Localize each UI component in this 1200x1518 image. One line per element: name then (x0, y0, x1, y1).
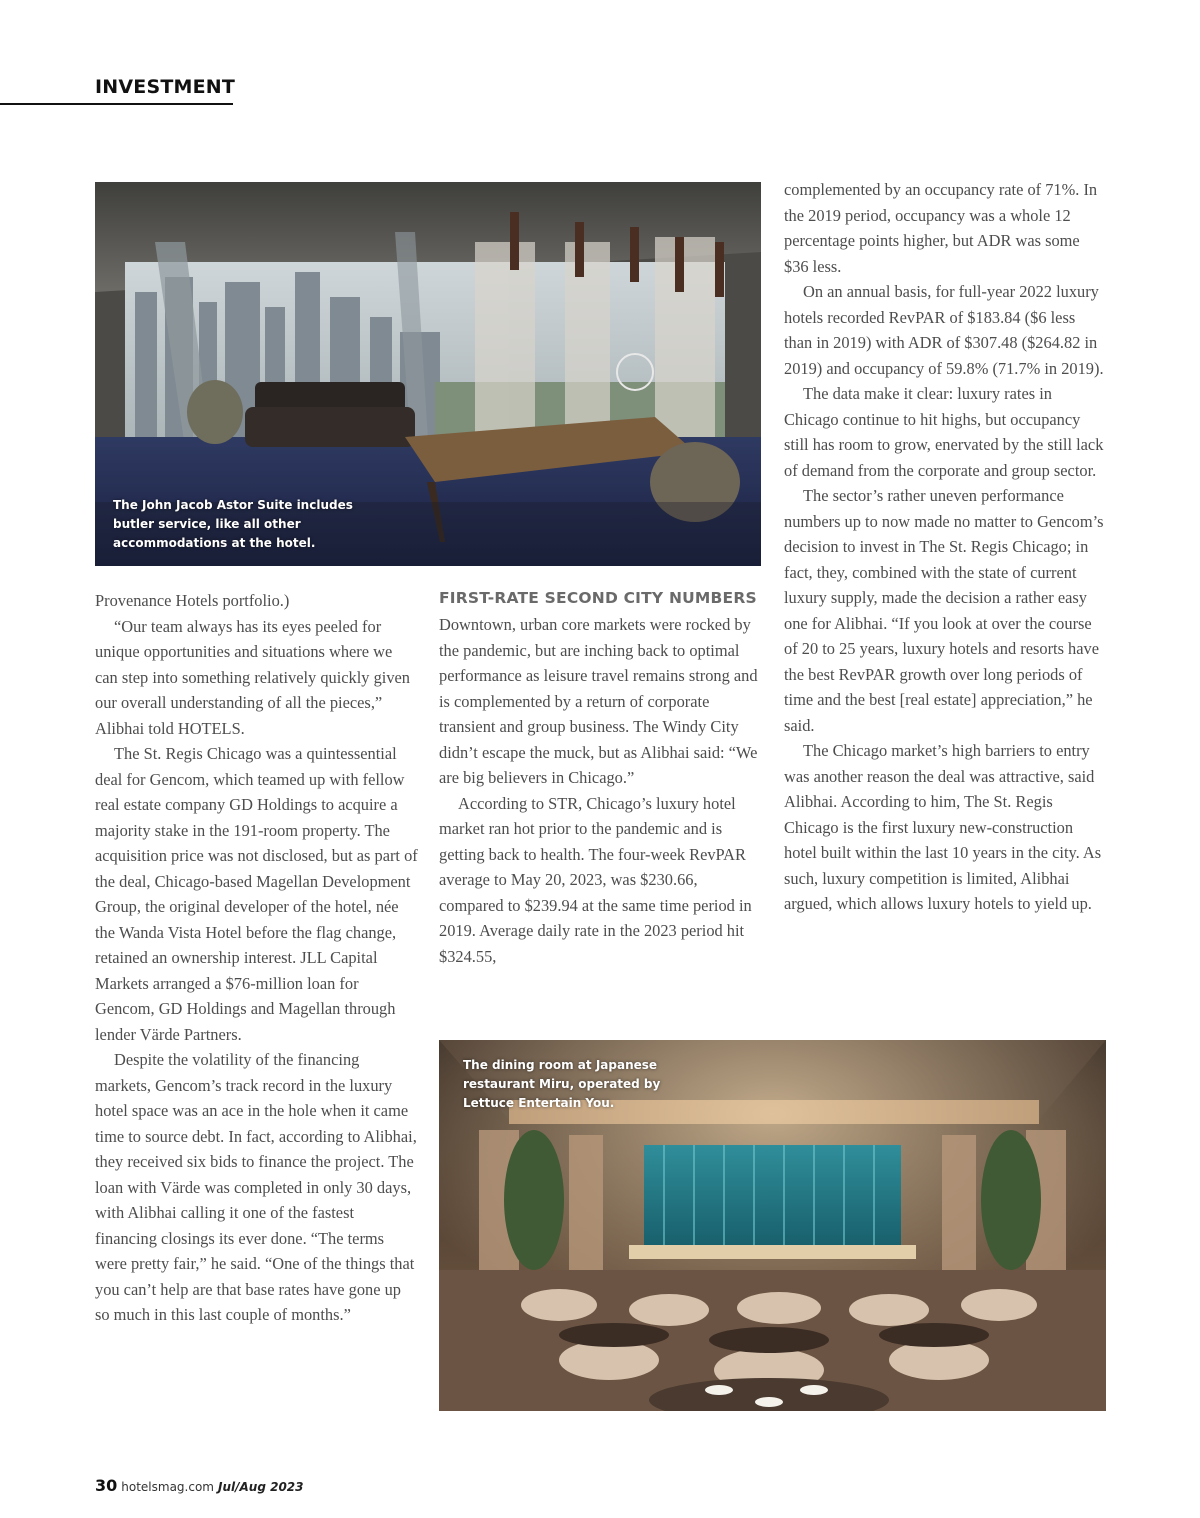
paragraph: The sector’s rather uneven performance numbers up to now made no matter to Gencom’s decision to invest in The St. Regis Chicago; in fact, they, combined with the state of current luxury supply, made the decision a rather easy one for Alibhai. “If you look at over the course of 20 to 25 years, luxury hotels and resorts have the best RevPAR growth over long periods of time and the best [real estate] appreciation,” he said. (784, 486, 1104, 735)
section-rule (0, 103, 233, 105)
paragraph: Provenance Hotels portfolio.) (95, 591, 290, 610)
dining-photo (439, 1040, 1106, 1411)
dining-caption: The dining room at Japanese restaurant Miru, operated by Lettuce Entertain You. (463, 1058, 661, 1110)
article-column-2 (439, 586, 761, 969)
paragraph: Downtown, urban core markets were rocked by the pandemic, but are inching back to optimal performance as leisure travel remains strong and is complemented by a return of corporate transient and group business. The Windy City didn’t escape the muck, but as Alibhai said: “We are big believers in Chicago.” (439, 615, 758, 787)
article-column-3 (784, 177, 1107, 917)
paragraph: The St. Regis Chicago was a quintessential deal for Gencom, which teamed up with fellow real estate company GD Holdings to acquire a majority stake in the 191-room property. The acquisition price was not disclosed, but as part of the deal, Chicago-based Magellan Development Group, the original developer of the hotel, née the Wanda Vista Hotel before the flag change, retained an ownership interest. JLL Capital Markets arranged a $76-million loan for Gencom, GD Holdings and Magellan through lender Värde Partners. (95, 744, 418, 1044)
paragraph: “Our team always has its eyes peeled for unique opportunities and situations where we can step into something relatively quickly given our overall understanding of all the pieces,” Alibhai told HOTELS. (95, 616, 410, 738)
suite-caption: The John Jacob Astor Suite includes butler service, like all other accommodations at the hotel. (113, 498, 353, 550)
paragraph: complemented by an occupancy rate of 71%. In the 2019 period, occupancy was a whole 12 percentage points higher, but ADR was some $36 less. (784, 180, 1098, 276)
paragraph: The Chicago market’s high barriers to entry was another reason the deal was attractive, said Alibhai. According to him, The St. Regis Chicago is the first luxury new-construction hotel built within the last 10 years in the city. As such, luxury competition is limited, Alibhai argued, which allows luxury hotels to yield up. (784, 741, 1102, 913)
subhead: FIRST-RATE SECOND CITY NUMBERS (439, 589, 757, 607)
article-column-1 (95, 588, 418, 1328)
site-name: hotelsmag.com (121, 1480, 214, 1494)
paragraph: On an annual basis, for full-year 2022 luxury hotels recorded RevPAR of $183.84 ($6 less than in 2019) with ADR of $307.48 ($264.82 in 2019) and occupancy of 59.8% (71.7% in 2019). (784, 282, 1104, 378)
issue-date: Jul/Aug 2023 (218, 1480, 304, 1494)
page-footer (95, 1476, 304, 1495)
paragraph: According to STR, Chicago’s luxury hotel market ran hot prior to the pandemic and is getting back to health. The four-week RevPAR average to May 20, 2023, was $230.66, compared to $239.94 at the same time period in 2019. Average daily rate in the 2023 period hit $324.55, (439, 793, 752, 966)
page-number: 30 (95, 1476, 118, 1495)
suite-photo (95, 182, 761, 566)
paragraph: The data make it clear: luxury rates in Chicago continue to hit highs, but occupancy still has room to grow, enervated by the still lack of demand from the corporate and group sector. (784, 384, 1104, 480)
paragraph: Despite the volatility of the financing markets, Gencom’s track record in the luxury hotel space was an ace in the hole when it came time to source debt. In fact, according to Alibhai, they received six bids to finance the project. The loan with Värde was completed in only 30 days, with Alibhai calling it one of the fastest financing closings its ever done. “The terms were pretty fair,” he said. “One of the things that you can’t help are that base rates have gone up so much in this last couple of months.” (95, 1050, 417, 1324)
section-label: INVESTMENT (95, 76, 236, 98)
